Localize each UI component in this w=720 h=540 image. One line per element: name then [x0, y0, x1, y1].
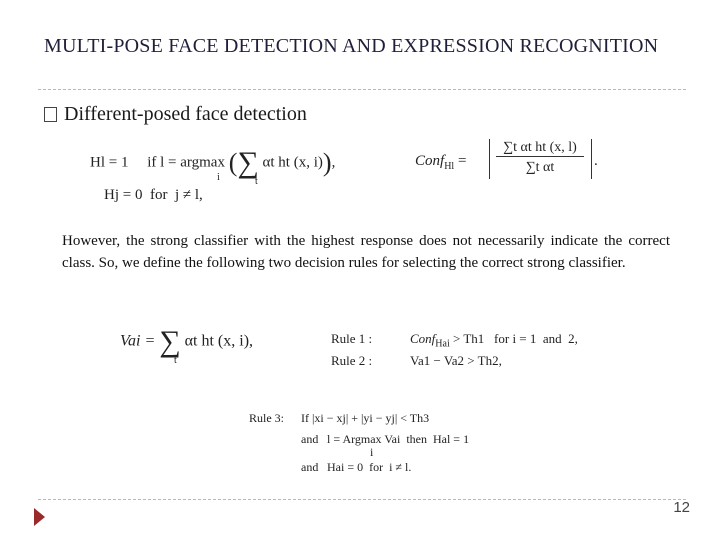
- rule1-rest: > Th1 for i = 1 and 2,: [453, 331, 578, 346]
- eq1-term: αt ht (x, i): [262, 154, 323, 171]
- rule1-label: Rule 1 :: [331, 331, 373, 346]
- play-arrow-icon: [34, 508, 45, 526]
- rule2-expression: Va1 − Va2 > Th2,: [410, 353, 502, 368]
- conf-lhs-sub: Hl: [444, 161, 455, 172]
- conf-equation: Conf$_{Hl}$ =: [415, 153, 467, 172]
- eq1-paren-close: ): [322, 148, 332, 177]
- rule3-line3-and: and: [301, 460, 319, 474]
- conf-denominator: ∑t αt: [525, 160, 555, 175]
- conf-period: .: [594, 153, 598, 169]
- vai-equation: [120, 327, 253, 357]
- eq1-paren-open: (: [228, 148, 238, 177]
- vai-lhs: Vai =: [120, 332, 156, 350]
- rule3-line2-sub: i: [370, 445, 374, 459]
- rule3-line2: l = Argmax Vai then Hal = 1: [327, 432, 470, 446]
- rule3-label: Rule 3:: [249, 411, 284, 425]
- bullet-item: [44, 103, 307, 126]
- conf-lhs: Conf: [415, 153, 445, 169]
- bullet-box-icon: [44, 107, 57, 122]
- footer-divider: [38, 499, 686, 500]
- rule1-expression: [410, 331, 578, 350]
- eq1-sigma-icon: ∑: [237, 146, 259, 179]
- eq1-condition: if l = argmax: [147, 154, 225, 171]
- rule1-sub: Hai: [435, 338, 450, 350]
- conf-numerator: ∑t αt ht (x, l): [496, 140, 584, 157]
- body-paragraph: However, the strong classifier with the highest response does not necessarily indicate the correct class. So, we define the following two decision rules for selecting the correct strong classifier.: [62, 233, 670, 271]
- eq1-line2: Hj = 0 for j ≠ l,: [104, 187, 203, 203]
- rule3-line1: If |xi − xj| + |yi − yj| < Th3: [301, 411, 430, 425]
- rule3-line2-and: and: [301, 432, 319, 446]
- eq1-sum-sub: t: [255, 176, 258, 187]
- vai-sigma-icon: ∑: [159, 325, 181, 358]
- title-divider: [38, 89, 686, 90]
- vai-sum-sub: t: [174, 355, 177, 366]
- eq1-argmax-sub: i: [217, 172, 220, 183]
- page-number: 12: [673, 499, 690, 516]
- rule3-line3: Hai = 0 for i ≠ l.: [327, 460, 412, 474]
- vai-term: αt ht (x, i),: [184, 332, 254, 350]
- eq1-lhs: Hl = 1: [90, 154, 129, 171]
- equation-argmax: Hl = 1 if l = argmax (∑ αt ht (x, i)),: [90, 146, 336, 179]
- bullet-text: Different-posed face detection: [64, 103, 307, 125]
- rule1-conf: Conf: [410, 331, 436, 346]
- slide-title: MULTI-POSE FACE DETECTION AND EXPRESSION RECOGNITION: [44, 35, 659, 57]
- rule2-label: Rule 2 :: [331, 353, 373, 368]
